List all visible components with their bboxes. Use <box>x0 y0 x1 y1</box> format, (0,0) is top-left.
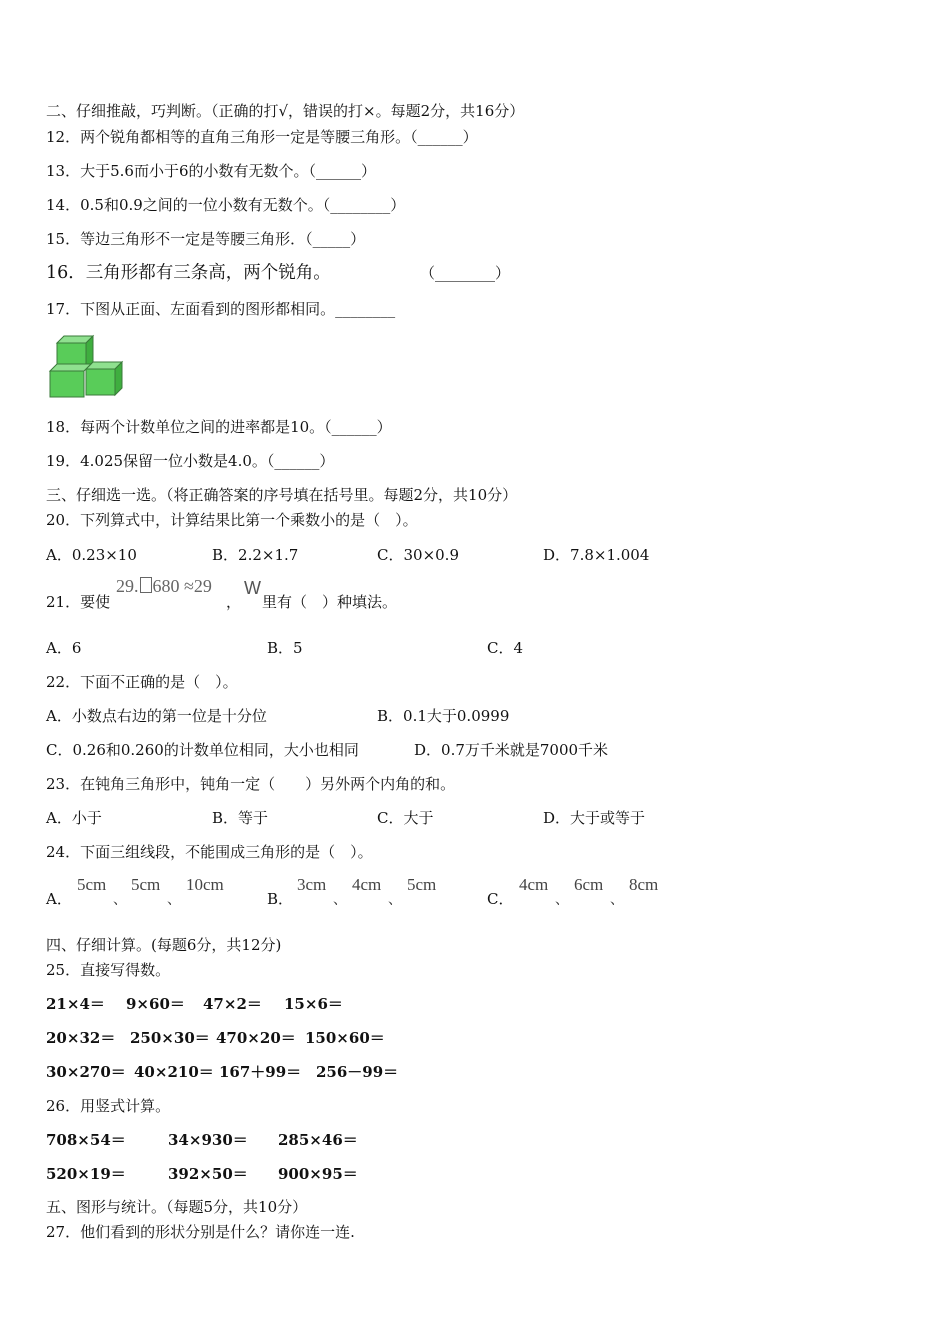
q22-option-b: B．0.1大于0.0999 <box>377 707 510 725</box>
calc-item: 40×210＝ <box>134 1063 214 1081</box>
question-22: 22．下面不正确的是（ ）。 <box>46 673 238 691</box>
question-15: 15．等边三角形不一定是等腰三角形．（_____） <box>46 230 366 248</box>
question-13: 13．大于5.6而小于6的小数有无数个。（______） <box>46 162 376 180</box>
separator: 、 <box>555 892 569 908</box>
q24-b-len-1: 3cm <box>297 875 327 894</box>
vertical-calc-item: 34×930＝ <box>168 1131 248 1149</box>
section-2-title: 二、仔细推敲，巧判断。（正确的打√，错误的打×。每题2分，共16分） <box>46 102 525 120</box>
q24-label-a: A． <box>46 890 72 908</box>
calc-item: 15×6＝ <box>284 995 343 1013</box>
q22-option-c: C．0.26和0.260的计数单位相同，大小也相同 <box>46 741 359 759</box>
calc-item: 256－99＝ <box>316 1063 399 1081</box>
question-25: 25．直接写得数。 <box>46 961 171 979</box>
vertical-calc-item: 708×54＝ <box>46 1131 126 1149</box>
q24-a-len-3: 10cm <box>186 875 224 894</box>
calc-item: 167＋99＝ <box>219 1063 302 1081</box>
q23-option-a: A．小于 <box>46 809 102 827</box>
q24-label-b: B． <box>267 890 294 908</box>
q24-c-len-2: 6cm <box>574 875 604 894</box>
question-14: 14．0.5和0.9之间的一位小数有无数个。（________） <box>46 196 406 214</box>
q21-comma: ， <box>226 593 242 611</box>
cube-figure <box>48 333 128 399</box>
q24-a-len-2: 5cm <box>131 875 161 894</box>
q24-b-len-2: 4cm <box>352 875 382 894</box>
question-16: 16．三角形都有三条高，两个锐角。 <box>46 263 331 283</box>
q24-c-len-1: 4cm <box>519 875 549 894</box>
q21-option-a: A．6 <box>46 639 82 657</box>
q20-option-a: A．0.23×10 <box>46 546 137 564</box>
q21-w-symbol: W <box>244 578 261 598</box>
question-18: 18．每两个计数单位之间的进率都是10。（______） <box>46 418 392 436</box>
calc-item: 250×30＝ <box>130 1029 210 1047</box>
q23-option-d: D．大于或等于 <box>543 809 646 827</box>
q24-a-len-1: 5cm <box>77 875 107 894</box>
q23-option-b: B．等于 <box>212 809 269 827</box>
q23-option-c: C．大于 <box>377 809 434 827</box>
calc-item: 20×32＝ <box>46 1029 116 1047</box>
vertical-calc-item: 392×50＝ <box>168 1165 248 1183</box>
calc-item: 9×60＝ <box>126 995 185 1013</box>
blank-box <box>140 577 152 593</box>
question-24: 24．下面三组线段，不能围成三角形的是（ ）。 <box>46 843 373 861</box>
question-12: 12．两个锐角都相等的直角三角形一定是等腰三角形。（______） <box>46 128 478 146</box>
section-4-title: 四、仔细计算。(每题6分，共12分) <box>46 936 282 954</box>
question-21-suffix: 里有（ ）种填法。 <box>262 593 398 611</box>
q20-option-c: C．30×0.9 <box>377 546 459 564</box>
separator: 、 <box>333 892 347 908</box>
question-21-prefix: 21．要使 <box>46 593 111 611</box>
section-5-title: 五、图形与统计。（每题5分，共10分） <box>46 1198 308 1216</box>
calc-item: 470×20＝ <box>216 1029 296 1047</box>
vertical-calc-item: 285×46＝ <box>278 1131 358 1149</box>
q22-option-a: A．小数点右边的第一位是十分位 <box>46 707 267 725</box>
q22-option-d: D．0.7万千米就是7000千米 <box>414 741 609 759</box>
q20-option-b: B．2.2×1.7 <box>212 546 299 564</box>
question-23: 23．在钝角三角形中，钝角一定（ ）另外两个内角的和。 <box>46 775 456 793</box>
q24-b-len-3: 5cm <box>407 875 437 894</box>
question-26: 26．用竖式计算。 <box>46 1097 171 1115</box>
separator: 、 <box>113 892 127 908</box>
q24-c-len-3: 8cm <box>629 875 659 894</box>
question-19: 19．4.025保留一位小数是4.0。（______） <box>46 452 335 470</box>
section-3-title: 三、仔细选一选。（将正确答案的序号填在括号里。每题2分，共10分） <box>46 486 518 504</box>
q21-formula: 29. 680 ≈29 <box>116 576 212 596</box>
vertical-calc-item: 520×19＝ <box>46 1165 126 1183</box>
separator: 、 <box>610 892 624 908</box>
q21-option-c: C．4 <box>487 639 524 657</box>
calc-item: 21×4＝ <box>46 995 105 1013</box>
question-20: 20．下列算式中，计算结果比第一个乘数小的是（ ）。 <box>46 511 418 529</box>
question-16-blank: （________） <box>420 264 511 282</box>
separator: 、 <box>167 892 181 908</box>
question-27: 27．他们看到的形状分别是什么？请你连一连. <box>46 1223 355 1241</box>
calc-item: 47×2＝ <box>203 995 262 1013</box>
q21-option-b: B．5 <box>267 639 303 657</box>
separator: 、 <box>388 892 402 908</box>
q20-option-d: D．7.8×1.004 <box>543 546 650 564</box>
calc-item: 150×60＝ <box>305 1029 385 1047</box>
vertical-calc-item: 900×95＝ <box>278 1165 358 1183</box>
question-17: 17．下图从正面、左面看到的图形都相同。________ <box>46 300 396 318</box>
calc-item: 30×270＝ <box>46 1063 126 1081</box>
q24-label-c: C． <box>487 890 514 908</box>
